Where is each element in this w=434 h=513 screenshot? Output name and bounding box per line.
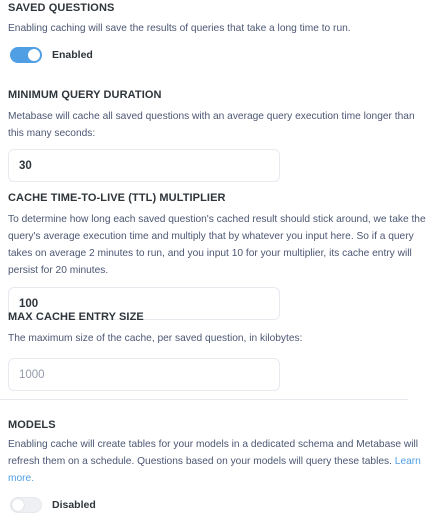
saved-questions-toggle[interactable] [10,47,42,63]
models-toggle-row [10,497,426,513]
toggle-knob [28,49,40,61]
models-toggle-label: Disabled [52,499,96,511]
toggle-knob [12,499,24,511]
max-cache-entry-size-title: MAX CACHE ENTRY SIZE [8,311,144,323]
min-query-duration-input[interactable]: 30 [8,149,280,182]
min-query-duration-description: Metabase will cache all saved questions with an average query execution time longer than this many seconds: [8,111,415,139]
saved-questions-section [8,2,426,63]
ttl-multiplier-section [8,192,426,320]
saved-questions-title: SAVED QUESTIONS [8,2,115,14]
saved-questions-description: Enabling caching will save the results of queries that take a long time to run. [8,23,351,34]
min-query-duration-section [8,89,426,182]
saved-questions-toggle-label: Enabled [52,49,93,61]
models-description-text: Enabling cache will create tables for your models in a dedicated schema and Metabase will refresh them on a schedule. Questions based on your models will query these tables. [8,439,418,467]
ttl-multiplier-input[interactable]: 100 [8,287,280,320]
section-divider [0,399,408,400]
ttl-multiplier-description: To determine how long each saved question's cached result should stick around, we take the query's average execution time and multiply that by whatever you input here. So if a query takes on average 2 minutes to run, and you input 10 for your multiplier, its cache entry will persist for 20 minutes. [8,214,426,276]
models-title: MODELS [8,419,56,431]
max-cache-entry-size-description: The maximum size of the cache, per saved question, in kilobytes: [8,333,303,344]
min-query-duration-title: MINIMUM QUERY DURATION [8,89,162,101]
ttl-multiplier-title: CACHE TIME-TO-LIVE (TTL) MULTIPLIER [8,192,226,204]
models-section [8,419,426,513]
max-cache-entry-size-section [8,311,426,391]
saved-questions-toggle-row [10,47,426,63]
models-description [8,436,426,487]
models-toggle[interactable] [10,497,42,513]
max-cache-entry-size-input[interactable]: 1000 [8,358,280,391]
learn-more-link[interactable]: Learn more. [8,456,421,484]
